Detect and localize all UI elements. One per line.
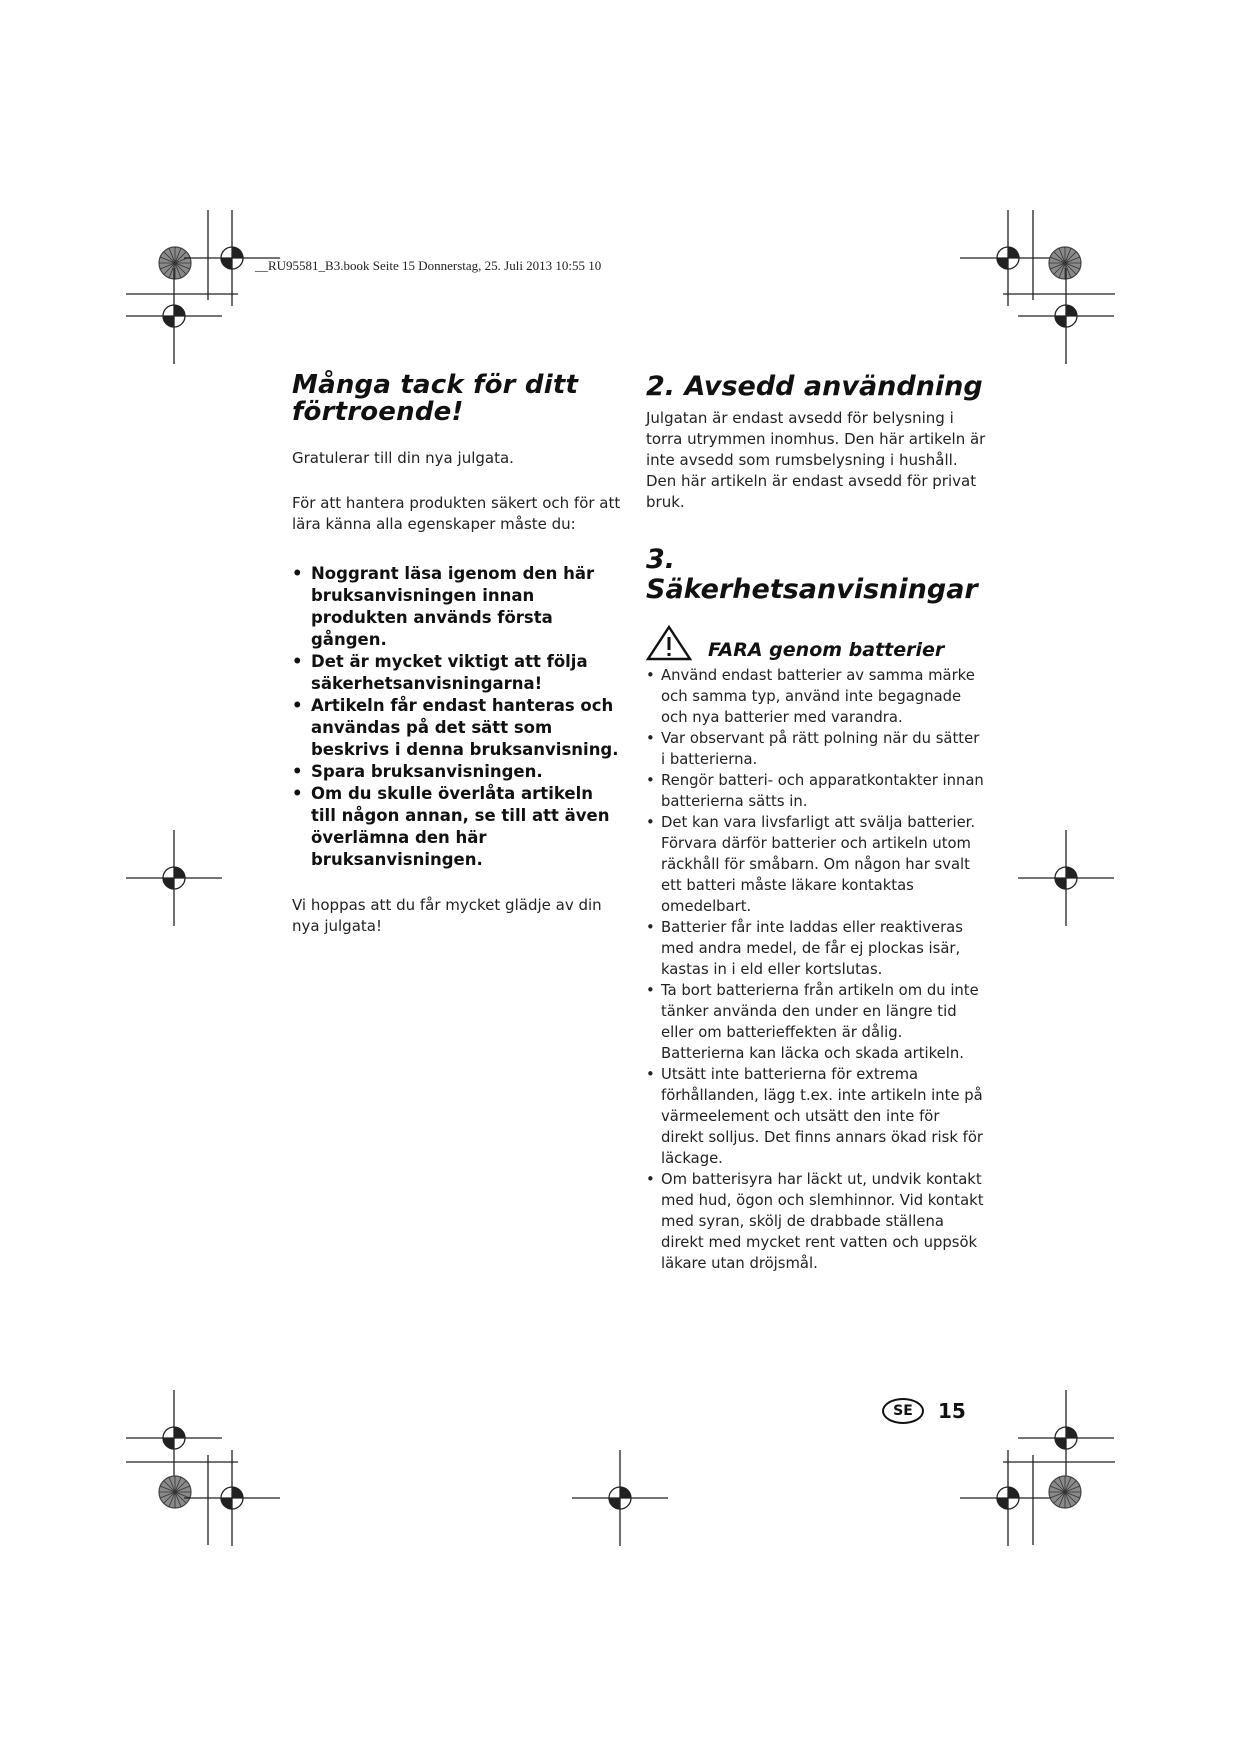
instruction-text: För att hantera produkten säkert och för att lära känna alla egenskaper måste du:	[292, 494, 621, 533]
list-item: • Batterier får inte laddas eller reaktiveras med andra medel, de får ej plockas isär, kastas in i eld eller kortslutas.	[646, 917, 986, 980]
registration-cross-top-right	[960, 210, 1056, 306]
list-item: • Noggrant läsa igenom den här bruksanvisningen innan produkten används första gången.	[292, 563, 622, 651]
list-item: • Ta bort batterierna från artikeln om du inte tänker använda den under en längre tid eller om batterieffekten är dålig. Batterierna kan läcka och skada artikeln.	[646, 980, 986, 1064]
section-2-text: Julgatan är endast avsedd för belysning i torra utrymmen inomhus. Den här artikeln är inte avsedd som rumsbelysning i hushåll. Den här artikeln är endast avsedd för privat bruk.	[646, 409, 986, 511]
list-item: • Var observant på rätt polning när du sätter i batterierna.	[646, 728, 986, 770]
list-item: • Rengör batteri- och apparatkontakter innan batterierna sätts in.	[646, 770, 986, 812]
list-item: • Det kan vara livsfarligt att svälja batterier. Förvara därför batterier och artikeln utom räckhåll för småbarn. Om någon har svalt ett batteri måste läkare kontaktas omedelbart.	[646, 812, 986, 917]
registration-star-bottom-right	[1049, 1476, 1081, 1508]
registration-cross-bottom-right-2	[960, 1450, 1056, 1546]
requirement-list	[292, 563, 622, 871]
list-item: • Spara bruksanvisningen.	[292, 761, 622, 783]
registration-star-bottom-left	[159, 1476, 191, 1508]
right-column	[646, 372, 986, 1274]
registration-cross-bottom-left-2	[184, 1450, 280, 1546]
registration-cross-mid-right	[1018, 830, 1114, 926]
registration-cross-mid-left	[126, 830, 222, 926]
warning-triangle-icon	[646, 625, 692, 661]
section-3-title: 3. Säkerhetsanvisningar	[646, 544, 978, 605]
list-item: • Utsätt inte batterierna för extrema förhållanden, lägg t.ex. inte artikeln inte på värmeelement och utsätt den inte för direkt solljus. Det finns annars ökad risk för läckage.	[646, 1064, 986, 1169]
list-item: • Om batterisyra har läckt ut, undvik kontakt med hud, ögon och slemhinnor. Vid kontakt med syran, skölj de drabbade ställena direkt med mycket rent vatten och uppsök läkare utan dröjsmål.	[646, 1169, 986, 1274]
list-item: • Om du skulle överlåta artikeln till någon annan, se till att även överlämna den här bruksanvisningen.	[292, 783, 622, 871]
danger-heading-text: FARA genom batterier	[708, 639, 945, 661]
page-title: Många tack för ditt förtroende!	[292, 370, 579, 427]
list-item: • Artikeln får endast hanteras och användas på det sätt som beskrivs i denna bruksanvisning.	[292, 695, 622, 761]
safety-list	[646, 665, 986, 1274]
page-footer	[882, 1398, 966, 1424]
list-item: • Det är mycket viktigt att följa säkerhetsanvisningarna!	[292, 651, 622, 695]
section-2-title: 2. Avsedd användning	[646, 371, 983, 402]
language-badge: SE	[882, 1398, 924, 1424]
danger-heading	[646, 625, 986, 661]
registration-star-top-left	[159, 247, 191, 279]
registration-star-top-right	[1049, 247, 1081, 279]
left-column	[292, 372, 622, 937]
closing-text: Vi hoppas att du får mycket glädje av din nya julgata!	[292, 896, 602, 935]
print-header: __RU95581_B3.book Seite 15 Donnerstag, 25. Juli 2013 10:55 10	[255, 258, 602, 273]
intro-text: Gratulerar till din nya julgata.	[292, 449, 514, 467]
page-number: 15	[938, 1399, 966, 1423]
registration-cross-bottom-center	[572, 1450, 668, 1546]
list-item: • Använd endast batterier av samma märke och samma typ, använd inte begagnade och nya batterier med varandra.	[646, 665, 986, 728]
